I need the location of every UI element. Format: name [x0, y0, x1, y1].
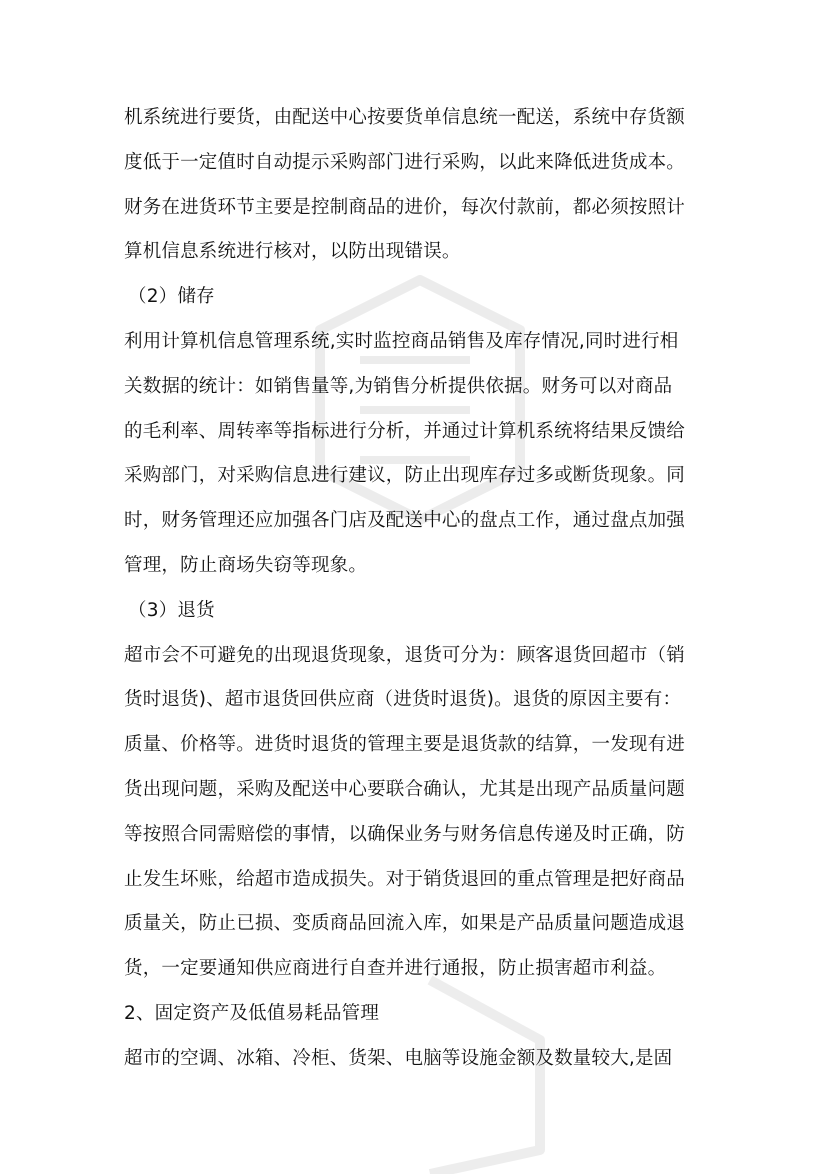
section-heading-storage: （2）储存	[128, 286, 215, 308]
text-line: 止发生坏账，给超市造成损失。对于销货退回的重点管理是把好商品	[124, 868, 686, 890]
text-line: 等按照合同需赔偿的事情，以确保业务与财务信息传递及时正确，防	[124, 823, 686, 845]
text-line: 利用计算机信息管理系统,实时监控商品销售及库存情况,同时进行相	[124, 330, 679, 352]
text-line: 时，财务管理还应加强各门店及配送中心的盘点工作，通过盘点加强	[124, 510, 686, 532]
text-line: 超市会不可避免的出现退货现象，退货可分为：顾客退货回超市（销	[124, 644, 686, 666]
text-line: 货，一定要通知供应商进行自查并进行通报，防止损害超市利益。	[124, 958, 667, 980]
text-line: 机系统进行要货，由配送中心按要货单信息统一配送，系统中存货额	[124, 107, 686, 128]
text-line: 财务在进货环节主要是控制商品的进价，每次付款前，都必须按照计	[124, 196, 686, 218]
section-heading-fixed-assets: 2、固定资产及低值易耗品管理	[124, 1002, 380, 1024]
text-line: 质量关，防止已损、变质商品回流入库，如果是产品质量问题造成退	[124, 913, 686, 935]
text-line: 算机信息系统进行核对，以防出现错误。	[124, 241, 461, 263]
text-line: 关数据的统计：如销售量等,为销售分析提供依据。财务可以对商品	[124, 375, 673, 397]
text-line: 管理，防止商场失窃等现象。	[124, 554, 368, 576]
section-heading-returns: （3）退货	[128, 599, 215, 621]
text-line: 的毛利率、周转率等指标进行分析，并通过计算机系统将结果反馈给	[124, 420, 686, 442]
text-line: 度低于一定值时自动提示采购部门进行采购，以此来降低进货成本。	[124, 151, 686, 173]
text-line: 质量、价格等。进货时退货的管理主要是退货款的结算，一发现有进	[124, 734, 686, 756]
document-body	[124, 104, 716, 1090]
text-line: 货时退货)、超市退货回供应商（进货时退货)。退货的原因主要有：	[124, 689, 682, 711]
text-line: 货出现问题，采购及配送中心要联合确认，尤其是出现产品质量问题	[124, 778, 686, 800]
text-line: 采购部门，对采购信息进行建议，防止出现库存过多或断货现象。同	[124, 465, 686, 487]
text-line: 超市的空调、冰箱、冷柜、货架、电脑等设施金额及数量较大,是固	[124, 1047, 673, 1069]
